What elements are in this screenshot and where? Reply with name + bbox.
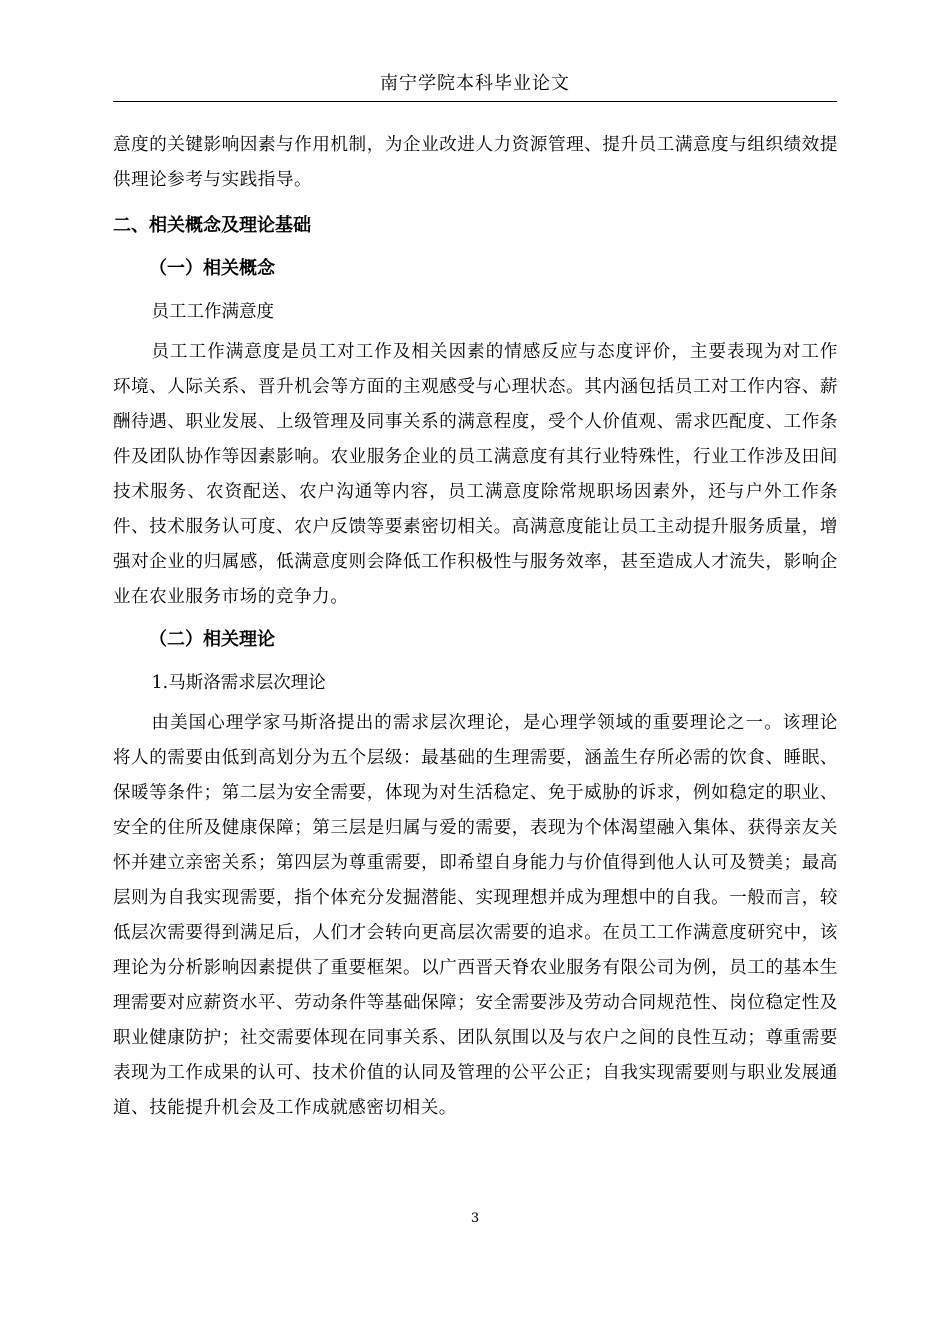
document-body — [113, 128, 838, 1126]
concept-paragraph: 员工工作满意度是员工对工作及相关因素的情感反应与态度评价，主要表现为对工作环境、人际关系、晋升机会等方面的主观感受与心理状态。其内涵包括员工对工作内容、薪酬待遇、职业发展、上级管理及同事关系的满意程度，受个人价值观、需求匹配度、工作条件及团队协作等因素影响。农业服务企业的员工满意度有其行业特殊性，行业工作涉及田间技术服务、农资配送、农户沟通等内容，员工满意度除常规职场因素外，还与户外工作条件、技术服务认可度、农户反馈等要素密切相关。高满意度能让员工主动提升服务质量，增强对企业的归属感，低满意度则会降低工作积极性与服务效率，甚至造成人才流失，影响企业在农业服务市场的竞争力。 — [113, 342, 838, 607]
theory-title: 1.马斯洛需求层次理论 — [151, 673, 326, 693]
continued-paragraph: 意度的关键影响因素与作用机制，为企业改进人力资源管理、提升员工满意度与组织绩效提供理论参考与实践指导。 — [113, 135, 838, 190]
section-heading: 二、相关概念及理论基础 — [113, 215, 311, 236]
running-header: 南宁学院本科毕业论文 — [380, 73, 570, 94]
subsection-heading-theories: （二）相关理论 — [149, 629, 275, 650]
subsection-heading-concepts: （一）相关概念 — [149, 258, 275, 279]
theory-paragraph: 由美国心理学家马斯洛提出的需求层次理论，是心理学领域的重要理论之一。该理论将人的需要由低到高划分为五个层级：最基础的生理需要，涵盖生存所必需的饮食、睡眠、保暖等条件；第二层为安全需要，体现为对生活稳定、免于威胁的诉求，例如稳定的职业、安全的住所及健康保障；第三层是归属与爱的需要，表现为个体渴望融入集体、获得亲友关怀并建立亲密关系；第四层为尊重需要，即希望自身能力与价值得到他人认可及赞美；最高层则为自我实现需要，指个体充分发掘潜能、实现理想并成为理想中的自我。一般而言，较低层次需要得到满足后，人们才会转向更高层次需要的追求。在员工工作满意度研究中，该理论为分析影响因素提供了重要框架。以广西晋天脊农业服务有限公司为例，员工的基本生理需要对应薪资水平、劳动条件等基础保障；安全需要涉及劳动合同规范性、岗位稳定性及职业健康防护；社交需要体现在同事关系、团队氛围以及与农户之间的良性互动；尊重需要表现为工作成果的认可、技术价值的认同及管理的公平公正；自我实现需要则与职业发展通道、技能提升机会及工作成就感密切相关。 — [113, 713, 838, 1118]
term-heading: 员工工作满意度 — [151, 302, 274, 322]
page-number: 3 — [470, 1211, 480, 1226]
header-divider — [113, 101, 837, 102]
